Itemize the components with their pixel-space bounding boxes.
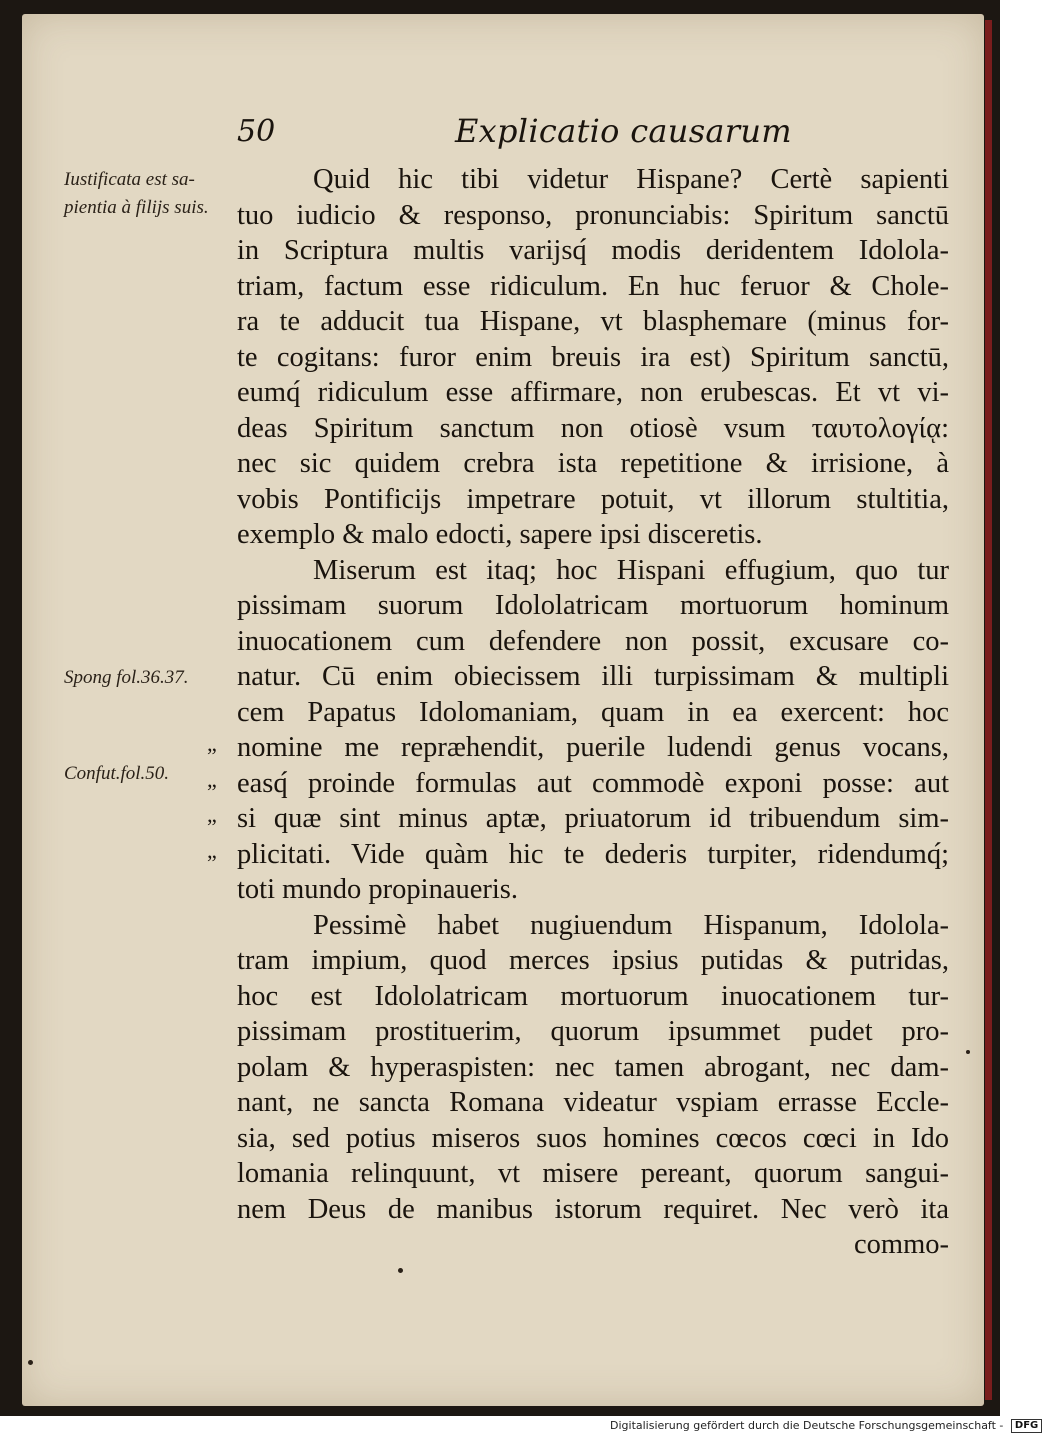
paper-speck	[966, 1050, 970, 1054]
quote-mark: „	[207, 837, 217, 863]
page-number: 50	[237, 114, 276, 149]
body-text	[237, 162, 949, 1263]
text-line: easq́ proinde formulas aut commodè exponi posse: aut	[237, 767, 949, 799]
text-line: lomania relinquunt, vt misere pereant, quorum sangui-	[237, 1158, 949, 1189]
text-line: nec sic quidem crebra ista repetitione & irrisione, à	[237, 448, 949, 479]
text-line: toti mundo propinaueris.	[237, 874, 519, 905]
text-line: pissimam suorum Idololatricam mortuorum hominum	[237, 590, 949, 621]
text-line: pissimam prostituerim, quorum ipsummet pudet pro-	[237, 1016, 949, 1047]
text-line: plicitati. Vide quàm hic te dederis turpiter, ridendumq́;	[237, 838, 949, 870]
text-line: nomine me repræhendit, puerile ludendi genus vocans,	[237, 732, 949, 763]
paper-speck	[398, 1268, 403, 1273]
margin-note-iustificata	[64, 166, 244, 222]
margin-note-spong: Spong fol.36.37.	[64, 667, 189, 688]
catchword: commo-	[854, 1229, 949, 1260]
text-line: nant, ne sancta Romana videatur vspiam errasse Eccle-	[237, 1087, 949, 1118]
text-line: cem Papatus Idolomaniam, quam in ea exercent: hoc	[237, 696, 949, 728]
page-header	[237, 110, 937, 158]
text-line: nem Deus de manibus istorum requiret. Nec verò ita	[237, 1193, 949, 1225]
text-line: eumq́ ridiculum esse affirmare, non erubescas. Et vt vi-	[237, 377, 949, 408]
text-line: si quæ sint minus aptæ, priuatorum id tribuendum sim-	[237, 803, 949, 834]
text-line: in Scriptura multis varijsq́ modis deridentem Idolola-	[237, 235, 949, 266]
margin-note-line: pientia à filijs suis.	[64, 197, 209, 218]
margin-note-confut: Confut.fol.50.	[64, 763, 170, 784]
text-line: te cogitans: furor enim breuis ira est) Spiritum sanctū,	[237, 341, 949, 373]
text-line: Miserum est itaq; hoc Hispani effugium, quo tur	[313, 554, 949, 586]
text-line: triam, factum esse ridiculum. En huc feruor & Chole-	[237, 270, 949, 302]
text-line: natur. Cū enim obiecissem illi turpissimam & multipli	[237, 661, 949, 692]
text-line: ra te adducit tua Hispane, vt blasphemare (minus for-	[237, 306, 949, 337]
text-line: deas Spiritum sanctum non otiosè vsum ταυτολογίᾳ:	[237, 412, 949, 444]
margin-note-line: Iustificata est sa-	[64, 169, 195, 190]
book-edge	[985, 20, 992, 1400]
paper-speck	[28, 1360, 33, 1365]
credit-text: Digitalisierung gefördert durch die Deutsche Forschungsgemeinschaft -	[610, 1419, 1004, 1432]
text-line: polam & hyperaspisten: nec tamen abrogant, nec dam-	[237, 1051, 949, 1083]
quote-mark: „	[207, 766, 217, 792]
text-line: Quid hic tibi videtur Hispane? Certè sapienti	[313, 164, 949, 195]
quote-mark: „	[207, 731, 217, 756]
quote-mark: „	[207, 802, 217, 827]
text-line: tuo iudicio & responso, pronunciabis: Spiritum sanctū	[237, 199, 949, 231]
text-line: vobis Pontificijs impetrare potuit, vt illorum stultitia,	[237, 483, 949, 515]
digitization-credit	[610, 1419, 1042, 1433]
dfg-logo: DFG	[1011, 1419, 1042, 1433]
quote-marks	[207, 726, 237, 868]
text-line: tram impium, quod merces ipsius putidas & putridas,	[237, 945, 949, 976]
text-line: exemplo & malo edocti, sapere ipsi disceretis.	[237, 519, 763, 550]
running-head: Explicatio causarum	[455, 112, 792, 150]
text-line: sia, sed potius miseros suos homines cœcos cœci in Ido	[237, 1122, 949, 1154]
text-line: hoc est Idololatricam mortuorum inuocationem tur-	[237, 980, 949, 1012]
text-line: Pessimè habet nugiuendum Hispanum, Idolola-	[313, 909, 949, 941]
text-line: inuocationem cum defendere non possit, excusare co-	[237, 625, 949, 657]
